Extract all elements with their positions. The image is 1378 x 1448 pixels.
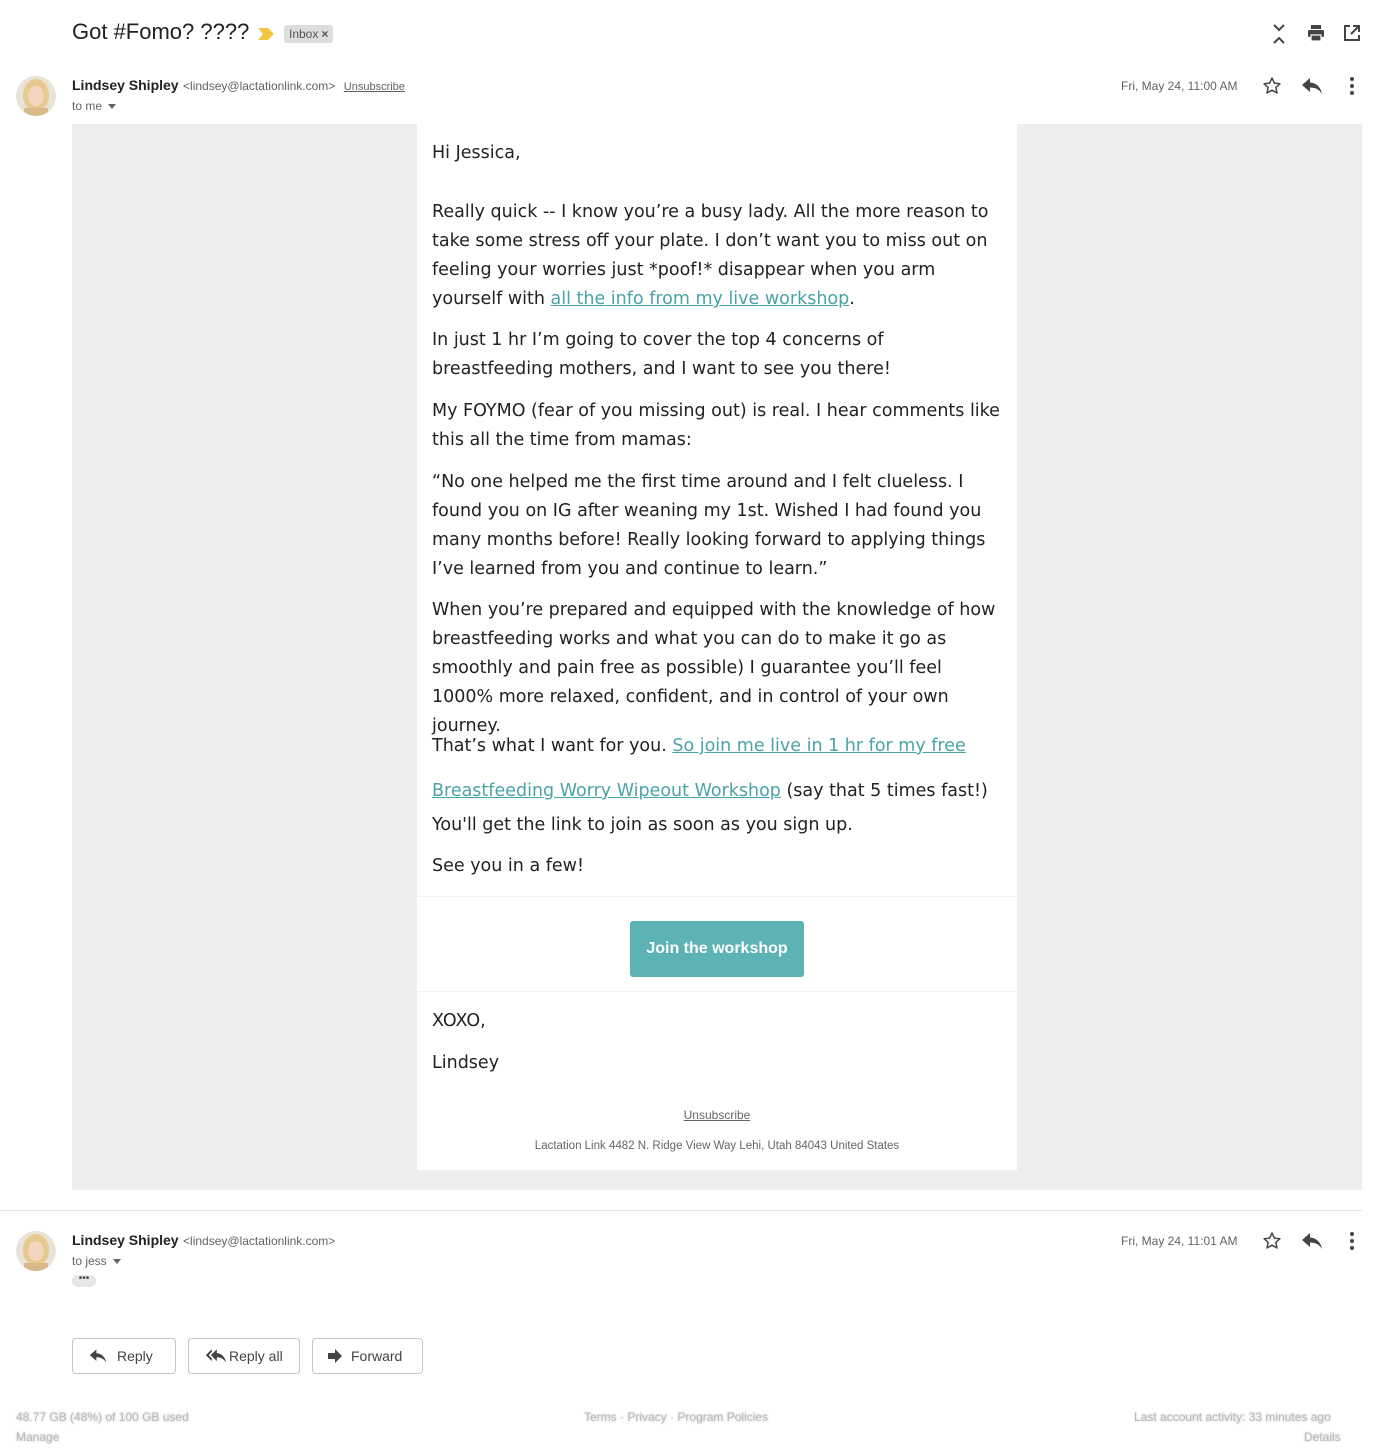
recipients-toggle[interactable] <box>72 1254 121 1268</box>
paragraph-6-text: That’s what I want for you. <box>432 736 673 756</box>
greeting: Hi Jessica, <box>432 143 521 163</box>
privacy-link[interactable]: Privacy <box>627 1410 667 1424</box>
message-separator <box>0 1210 1362 1211</box>
chevron-down-icon <box>113 1259 121 1264</box>
reply-label: Reply <box>117 1348 153 1364</box>
collapse-all-icon[interactable] <box>1270 23 1288 45</box>
paragraph-8: See you in a few! <box>432 856 584 876</box>
email-content-card <box>417 124 1017 1170</box>
sender-email: <lindsey@lactationlink.com> <box>183 1234 336 1248</box>
paragraph-7: You'll get the link to join as soon as you sign up. <box>432 815 853 835</box>
testimonial-quote: “No one helped me the first time around and I felt clueless. I found you on IG after weaning my 1st. Wished I had found you many months before! Really looking forward to applying things I’ve learned from you and continue to learn.” <box>432 472 986 579</box>
more-options-icon[interactable] <box>1348 76 1356 96</box>
join-workshop-button[interactable]: Join the workshop <box>630 921 804 977</box>
footer-separator: · <box>620 1410 625 1424</box>
reply-icon <box>89 1348 107 1364</box>
sender-avatar[interactable] <box>16 76 56 116</box>
footer-unsubscribe-link[interactable]: Unsubscribe <box>683 1108 751 1122</box>
paragraph-1-text: Really quick -- I know you’re a busy lady. All the more reason to take some stress off your plate. I don’t want you to miss out on feeling your worries just *poof!* disappear when you arm yourself with <box>432 202 989 309</box>
reply-all-icon <box>205 1348 227 1364</box>
activity-details-link[interactable]: Details <box>1304 1430 1341 1444</box>
footer-address: Lactation Link 4482 N. Ridge View Way Lehi, Utah 84043 United States <box>534 1140 900 1152</box>
message-header <box>72 77 405 95</box>
recipient-text: to jess <box>72 1254 107 1268</box>
join-live-link[interactable]: So join me live in 1 hr for my free <box>672 736 966 756</box>
recipient-text: to me <box>72 99 103 113</box>
sender-name[interactable]: Lindsey Shipley <box>72 77 179 93</box>
subject-bar <box>0 0 1378 68</box>
inbox-label-chip[interactable] <box>284 25 333 43</box>
last-account-activity: Last account activity: 33 minutes ago <box>1134 1410 1331 1424</box>
worry-wipeout-workshop-link[interactable]: Breastfeeding Worry Wipeout Workshop <box>432 781 781 801</box>
program-policies-link[interactable]: Program Policies <box>677 1410 769 1424</box>
open-new-window-icon[interactable] <box>1342 23 1362 43</box>
paragraph-1 <box>432 198 1002 314</box>
sender-email: <lindsey@lactationlink.com> <box>183 79 336 93</box>
star-icon[interactable] <box>1262 76 1282 96</box>
message-date: Fri, May 24, 11:00 AM <box>1121 79 1238 93</box>
email-body-frame <box>72 124 1362 1190</box>
footer-links <box>584 1410 768 1424</box>
manage-storage-link[interactable]: Manage <box>16 1430 60 1444</box>
reply-icon[interactable] <box>1301 1232 1323 1250</box>
paragraph-2: In just 1 hr I’m going to cover the top 4 concerns of breastfeeding mothers, and I want to see you there! <box>432 330 891 379</box>
terms-link[interactable]: Terms <box>584 1410 617 1424</box>
divider <box>417 991 1017 992</box>
unsubscribe-link[interactable]: Unsubscribe <box>343 81 405 93</box>
paragraph-3: My FOYMO (fear of you missing out) is real. I hear comments like this all the time from mamas: <box>432 401 1000 450</box>
star-icon[interactable] <box>1262 1231 1282 1251</box>
storage-usage: 48.77 GB (48%) of 100 GB used <box>16 1410 189 1424</box>
divider <box>417 896 1017 897</box>
more-options-icon[interactable] <box>1348 1231 1356 1251</box>
email-subject: Got #Fomo? ???? <box>72 19 250 44</box>
forward-label: Forward <box>351 1348 403 1364</box>
chevron-down-icon <box>108 104 116 109</box>
reply-all-button[interactable] <box>188 1338 300 1374</box>
paragraph-1-end: . <box>849 289 855 309</box>
reply-button[interactable] <box>72 1338 176 1374</box>
footer-separator: · <box>670 1410 675 1424</box>
remove-label-icon[interactable]: × <box>321 27 329 41</box>
message-date: Fri, May 24, 11:01 AM <box>1121 1234 1238 1248</box>
reply-icon[interactable] <box>1301 77 1323 95</box>
workshop-info-link[interactable]: all the info from my live workshop <box>550 289 850 309</box>
paragraph-6 <box>432 724 1002 814</box>
recipients-toggle[interactable] <box>72 99 116 113</box>
important-marker-icon[interactable] <box>258 28 274 40</box>
forward-icon <box>327 1348 343 1364</box>
reply-all-label: Reply all <box>229 1348 283 1364</box>
paragraph-5: When you’re prepared and equipped with the knowledge of how breastfeeding works and what you can do to make it go as smoothly and pain free as possible) I guarantee you’ll feel 1000% more relaxed, confident, and in control of your own journey. <box>432 600 996 736</box>
print-icon[interactable] <box>1306 23 1326 43</box>
forward-button[interactable] <box>312 1338 423 1374</box>
sender-avatar[interactable] <box>16 1231 56 1271</box>
sender-name[interactable]: Lindsey Shipley <box>72 1232 179 1248</box>
message-header <box>72 1232 335 1250</box>
paragraph-6-end: (say that 5 times fast!) <box>780 781 988 801</box>
show-trimmed-content-button[interactable]: ••• <box>72 1275 96 1287</box>
signature-name: Lindsey <box>432 1053 500 1073</box>
inbox-label-text: Inbox <box>289 27 319 41</box>
signoff: XOXO, <box>432 1011 486 1031</box>
